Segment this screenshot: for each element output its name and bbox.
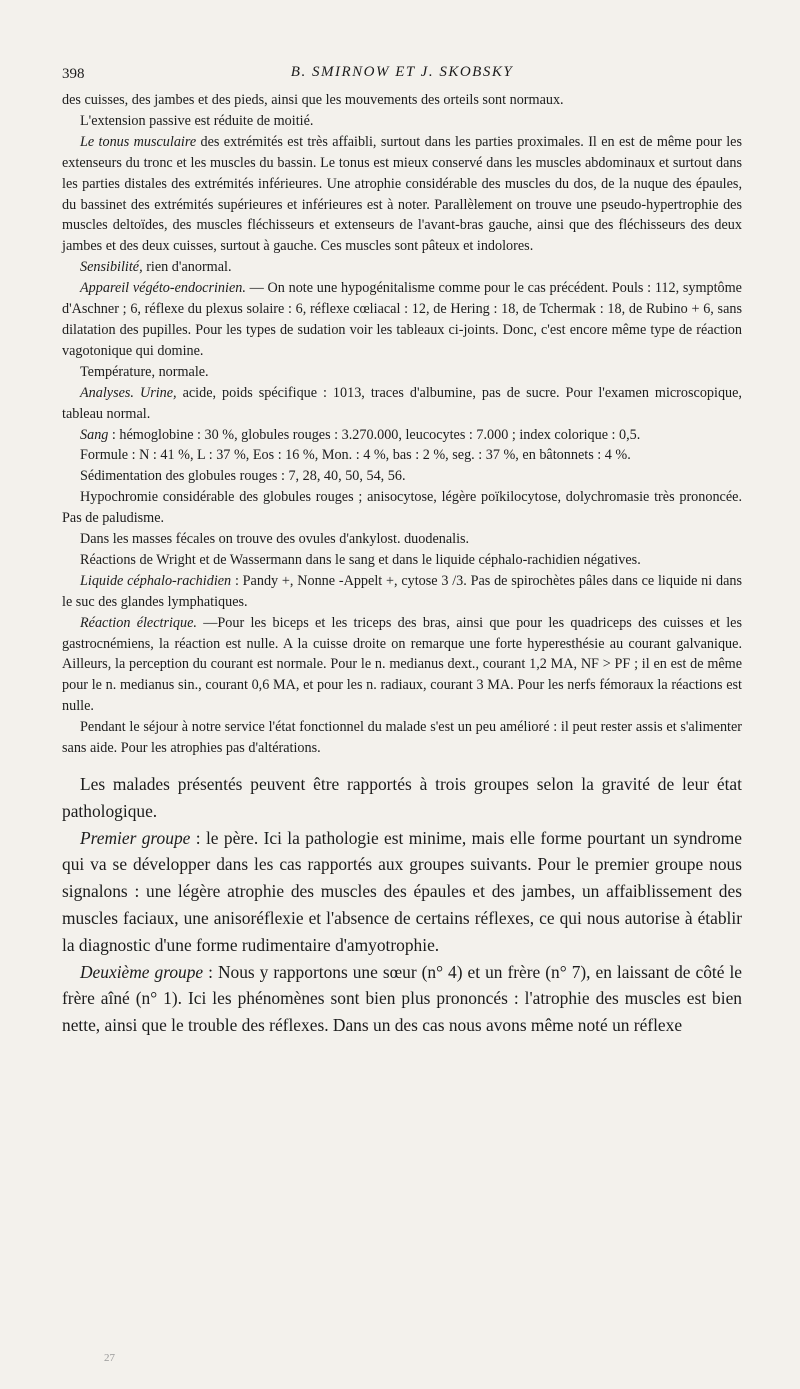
case-paragraph — [62, 445, 742, 466]
paragraph-lead: Le tonus musculaire — [80, 133, 197, 150]
case-paragraph — [62, 278, 742, 362]
paragraph-text: Les malades présentés peuvent être rapportés à trois groupes selon la gravité de leur état pathologique. — [62, 774, 742, 821]
discussion-body — [62, 771, 742, 1039]
case-paragraph — [62, 383, 742, 425]
case-paragraph — [62, 111, 742, 132]
case-paragraph — [62, 466, 742, 487]
paragraph-text: : Pandy +, Nonne -Appelt +, cytose 3 /3. Pas de spirochètes pâles dans ce liquide ni dans le suc des glandes lymphatiques. — [62, 572, 742, 610]
paragraph-lead: Analyses. Urine, — [80, 384, 177, 401]
paragraph-text: Température, normale. — [80, 363, 209, 380]
paragraph-text: — On note une hypogénitalisme comme pour le cas précédent. Pouls : 112, symptôme d'Aschner ; 6, réflexe du plexus solaire : 6, réflexe cœliacal : 12, de Hering : 18, de Tchermak : 18, de Rubino + 6, sans dilatation des pupilles. Pour les types de sudation voir les tableaux ci-joints. Donc, c'est encore même type de réaction vagotonique qui domine. — [62, 280, 742, 359]
case-paragraph — [62, 717, 742, 759]
discussion-paragraph — [62, 771, 742, 825]
paragraph-text: des cuisses, des jambes et des pieds, ainsi que les mouvements des orteils sont normaux. — [62, 92, 564, 108]
paragraph-text: Formule : N : 41 %, L : 37 %, Eos : 16 %, Mon. : 4 %, bas : 2 %, seg. : 37 %, en bâtonnets : 4 %. — [80, 447, 631, 464]
paragraph-text: Pendant le séjour à notre service l'état fonctionnel du malade s'est un peu amélioré : il peut rester assis et s'alimenter sans aide. Pour les atrophies pas d'altérations. — [62, 719, 742, 757]
case-paragraph — [62, 487, 742, 529]
case-paragraph — [62, 571, 742, 613]
paragraph-text: Dans les masses fécales on trouve des ovules d'ankylost. duodenalis. — [80, 531, 470, 548]
discussion-paragraph — [62, 959, 742, 1039]
paragraph-lead: Sang — [80, 426, 109, 443]
paragraph-lead: Réaction électrique. — [80, 614, 197, 631]
case-paragraph — [62, 257, 742, 278]
case-paragraph — [62, 362, 742, 383]
paragraph-text: : hémoglobine : 30 %, globules rouges : 3.270.000, leucocytes : 7.000 ; index colorique : 0,5. — [108, 426, 641, 443]
paragraph-lead: Deuxième groupe — [80, 961, 204, 982]
case-paragraph — [62, 613, 742, 718]
paragraph-text: L'extension passive est réduite de moitié. — [80, 112, 314, 129]
paragraph-text: : le père. Ici la pathologie est minime, mais elle forme pourtant un syndrome qui va se développer dans les cas rapportés aux groupes suivants. Pour le premier groupe nous signalons : une légère atrophie des muscles des épaules et des jambes, un affaiblissement des muscles faciaux, une anisoréflexie et l'absence de certains réflexes, ce qui nous autorise à établir la diagnostic d'une forme rudimentaire d'amyotrophie. — [62, 827, 742, 955]
paragraph-text: Réactions de Wright et de Wassermann dans le sang et dans le liquide céphalo-rachidien négatives. — [80, 551, 641, 568]
case-paragraph — [62, 529, 742, 550]
paragraph-lead: Premier groupe — [80, 827, 191, 848]
document-page — [62, 60, 742, 1039]
paragraph-text: Sédimentation des globules rouges : 7, 28, 40, 50, 54, 56. — [80, 468, 406, 485]
paragraph-text: —Pour les biceps et les triceps des bras, ainsi que pour les quadriceps des cuisses et les gastrocnémiens, la réaction est nulle. A la cuisse droite on remarque une forte hyperesthésie au courant galvanique. Ailleurs, la perception du courant est normale. Pour le n. medianus dext., courant 1,2 MA, NF > PF ; il en est de même pour le n. medianus sin., courant 0,6 MA, et pour les n. radiaux, courant 3 MA. Pour les nerfs fémoraux la réactions est nulle. — [62, 614, 742, 715]
case-report-body — [62, 90, 742, 759]
page-number: 398 — [62, 66, 85, 82]
paragraph-lead: Liquide céphalo-rachidien — [80, 572, 232, 589]
discussion-paragraph — [62, 825, 742, 959]
paragraph-text: : Nous y rapportons une sœur (n° 4) et un frère (n° 7), en laissant de côté le frère aîné (n° 1). Ici les phénomènes sont bien plus prononcés : l'atrophie des muscles est bien nette, ainsi que le trouble des réflexes. Dans un des cas nous avons même noté un réflexe — [62, 961, 742, 1036]
signature-mark: 27 — [104, 1352, 115, 1364]
case-paragraph — [62, 90, 742, 111]
paragraph-lead: Appareil végéto-endocrinien. — [80, 280, 246, 297]
running-head — [62, 60, 742, 90]
case-paragraph — [62, 425, 742, 446]
running-title: B. SMIRNOW ET J. SKOBSKY — [290, 64, 514, 80]
case-paragraph — [62, 132, 742, 257]
paragraph-text: des extrémités est très affaibli, surtout dans les parties proximales. Il en est de même pour les extenseurs du tronc et les muscles du bassin. Le tonus est mieux conservé dans les muscles abdominaux et surtout dans les parties distales des extrémités inférieures. Une atrophie considérable des muscles du dos, de la nuque des épaules, du bassinet des extrémités supérieures et inférieures est à noter. Parallèlement on trouve une pseudo-hypertrophie des muscles deltoïdes, des muscles fléchisseurs et extenseurs de l'avant-bras gauche, ainsi que des fléchisseurs des deux jambes et des deux cuisses, surtout à gauche. Ces muscles sont pâteux et indolores. — [62, 133, 742, 255]
paragraph-text: acide, poids spécifique : 1013, traces d'albumine, pas de sucre. Pour l'examen microscopique, tableau normal. — [62, 384, 742, 422]
paragraph-lead: Sensibilité, — [80, 259, 143, 276]
case-paragraph — [62, 550, 742, 571]
paragraph-text: Hypochromie considérable des globules rouges ; anisocytose, légère poïkilocytose, dolychromasie très prononcée. Pas de paludisme. — [62, 489, 742, 527]
paragraph-text: rien d'anormal. — [142, 259, 232, 276]
